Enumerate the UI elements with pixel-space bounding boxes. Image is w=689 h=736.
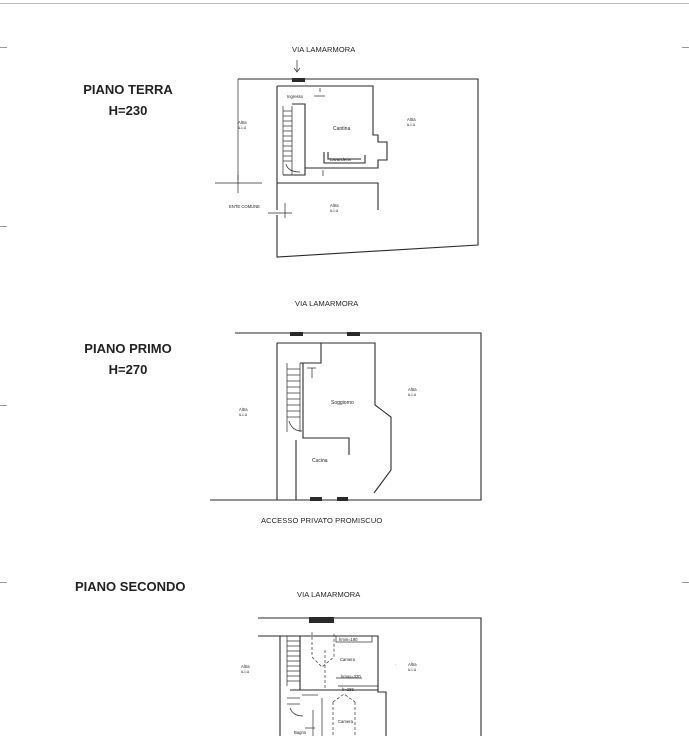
room-label-cucina: Cucina	[312, 458, 328, 464]
neighbor-label-right: Altra	[408, 662, 417, 667]
neighbor-label-bottom: Altra	[330, 203, 339, 208]
height-label-hmax: hmax=320	[341, 674, 361, 679]
neighbor-label-left: Altra	[241, 664, 250, 669]
second-staircase	[287, 636, 303, 716]
street-label-second: VIA LAMARMORA	[297, 590, 361, 599]
floor-title-first-height: H=270	[108, 362, 148, 377]
first-unit-wall-right	[277, 343, 391, 493]
neighbor-label-right-unit: u.i.u	[408, 392, 416, 397]
plan-ground	[215, 60, 478, 257]
neighbor-label-left: Altra	[239, 407, 248, 412]
second-roof-slope-bottom	[333, 694, 355, 736]
floor-title-ground-name: PIANO TERRA	[83, 82, 173, 97]
first-window-bottom-right	[337, 497, 348, 501]
plan-first	[210, 332, 481, 501]
room-label-soggiorno: Soggiorno	[331, 400, 354, 406]
access-note: ACCESSO PRIVATO PROMISCUO	[261, 516, 383, 525]
first-stair-wall	[300, 343, 321, 363]
neighbor-label-right: Altra	[408, 387, 417, 392]
height-label-hmin: hmin=190	[339, 637, 358, 642]
ground-entrance-door	[292, 78, 305, 82]
room-label-ingresso: Ingresso	[287, 94, 304, 99]
street-label-ground: VIA LAMARMORA	[292, 45, 356, 54]
neighbor-label-left-unit: u.i.u	[238, 125, 246, 130]
ground-lower-wall	[277, 183, 378, 210]
common-area-label: ENTE COMUNE	[229, 204, 260, 209]
neighbor-label-left-unit: u.i.u	[241, 669, 249, 674]
street-label-first: VIA LAMARMORA	[295, 299, 359, 308]
room-label-camera-mid: Camera	[338, 719, 353, 724]
first-window-left	[290, 332, 303, 336]
first-kitchen-wall	[303, 363, 349, 455]
plan-second	[241, 617, 481, 736]
second-window-top	[309, 617, 334, 623]
neighbor-label-left-unit: u.i.u	[239, 412, 247, 417]
entrance-arrow-icon	[294, 60, 300, 72]
first-staircase	[287, 363, 316, 432]
first-window-right	[347, 332, 360, 336]
neighbor-label-right-unit: u.i.u	[407, 122, 415, 127]
room-label-camera-top: Camera	[340, 657, 355, 662]
ground-stair-wall	[292, 104, 305, 168]
neighbor-label-right: Altra	[407, 117, 416, 122]
ground-staircase	[283, 106, 300, 175]
neighbor-label-bottom-unit: u.i.u	[330, 208, 338, 213]
floor-title-first-name: PIANO PRIMO	[84, 341, 172, 356]
room-label-bagno: Bagno	[294, 730, 307, 735]
height-label-h283: h=283	[342, 687, 354, 692]
svg-text:·: ·	[395, 662, 397, 667]
second-roof-slope-top	[312, 632, 334, 667]
room-label-lavanderia: Lavanderia	[330, 157, 351, 162]
room-label-cantina: Cantina	[333, 126, 351, 132]
neighbor-label-left: Altra	[238, 120, 247, 125]
floor-title-ground-height: H=230	[108, 103, 148, 118]
neighbor-label-right-unit: u.i.u	[408, 667, 416, 672]
first-outer-wall	[210, 333, 481, 500]
floor-title-second-name: PIANO SECONDO	[75, 579, 186, 594]
first-window-bottom-left	[310, 497, 322, 501]
